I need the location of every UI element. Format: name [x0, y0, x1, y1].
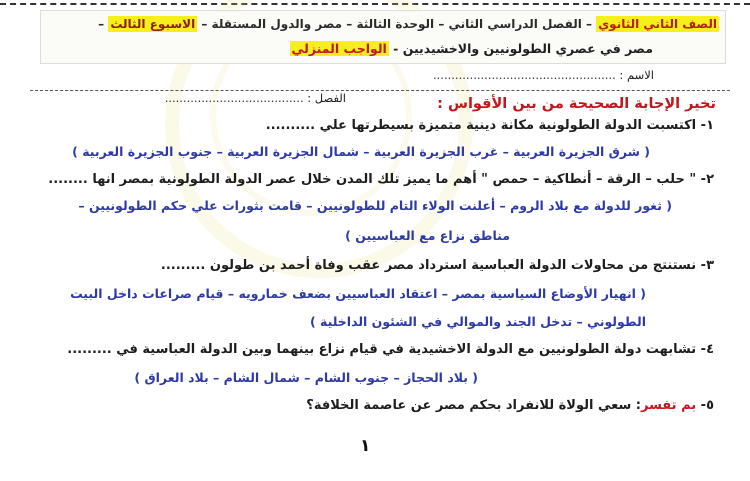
header-box — [40, 10, 726, 64]
question-5-text: : سعي الولاة للانفراد بحكم مصر عن عاصمة الخلافة؟ — [306, 398, 641, 413]
page-number: ١ — [360, 436, 371, 456]
header-line-1 — [98, 17, 719, 31]
question-3-options-line-2: الطولوني – تدخل الجند والموالي في الشئون الداخلية ) — [309, 314, 646, 329]
lesson-title: مصر في عصري الطولونيين والاخشيديين - — [388, 41, 653, 56]
class-blank[interactable]: ...................................... — [164, 91, 304, 105]
question-5 — [306, 398, 714, 413]
question-4: ٤- تشابهت دولة الطولونيين مع الدولة الاخشيدية في قيام نزاع بينهما وبين الدولة العباسية في ......... — [67, 342, 714, 357]
header-line-2 — [290, 41, 653, 56]
question-2: ٢- " حلب – الرقة – أنطاكية – حمص " أهم ما يميز تلك المدن خلال عصر الدولة الطولونية بمصر انها ........ — [48, 172, 714, 187]
name-blank[interactable]: .................................................. — [432, 68, 616, 82]
question-5-label: بم تفسر — [640, 398, 697, 413]
week-highlight: الاسبوع الثالث — [110, 17, 196, 31]
question-2-options-line-2: مناطق نزاع مع العباسيين ) — [345, 228, 510, 243]
header-separator — [30, 90, 730, 91]
grade-highlight: الصف الثاني الثانوي — [598, 17, 717, 31]
class-label: الفصل : — [307, 91, 346, 105]
header-trailing-dash: – — [98, 17, 109, 31]
homework-label: الواجب المنزلي — [291, 41, 387, 56]
question-3: ٣- نستنتج من محاولات الدولة العباسية استرداد مصر عقب وفاة أحمد بن طولون ......... — [160, 258, 714, 273]
instruction: تخير الإجابة الصحيحة من بين الأقواس : — [437, 96, 716, 112]
question-4-options: ( بلاد الحجاز – جنوب الشام – شمال الشام – بلاد العراق ) — [134, 370, 478, 385]
question-1-options: ( شرق الجزيرة العربية – غرب الجزيرة العربية – شمال الجزيرة العربية – جنوب الجزيرة العربية ) — [72, 144, 650, 159]
header-course-info: – الفصل الدراسي الثاني – الوحدة الثالثة – مصر والدول المستقلة – — [197, 17, 597, 31]
question-2-options-line-1: ( ثغور للدولة مع بلاد الروم – أعلنت الولاء التام للطولونيين – قامت بثورات علي حكم الطولونيين – — [78, 198, 672, 213]
name-row — [433, 68, 654, 82]
question-3-options-line-1: ( انهيار الأوضاع السياسية بمصر – اعتقاد العباسيين بضعف خمارويه – قيام صراعات داخل البيت — [70, 286, 646, 301]
top-dashed-border — [0, 3, 750, 5]
question-5-number: ٥- — [696, 398, 714, 413]
name-label: الاسم : — [619, 68, 654, 82]
class-row — [165, 91, 346, 105]
question-1: ١- اكتسبت الدولة الطولونية مكانة دينية متميزة بسيطرتها علي .......... — [265, 118, 714, 133]
